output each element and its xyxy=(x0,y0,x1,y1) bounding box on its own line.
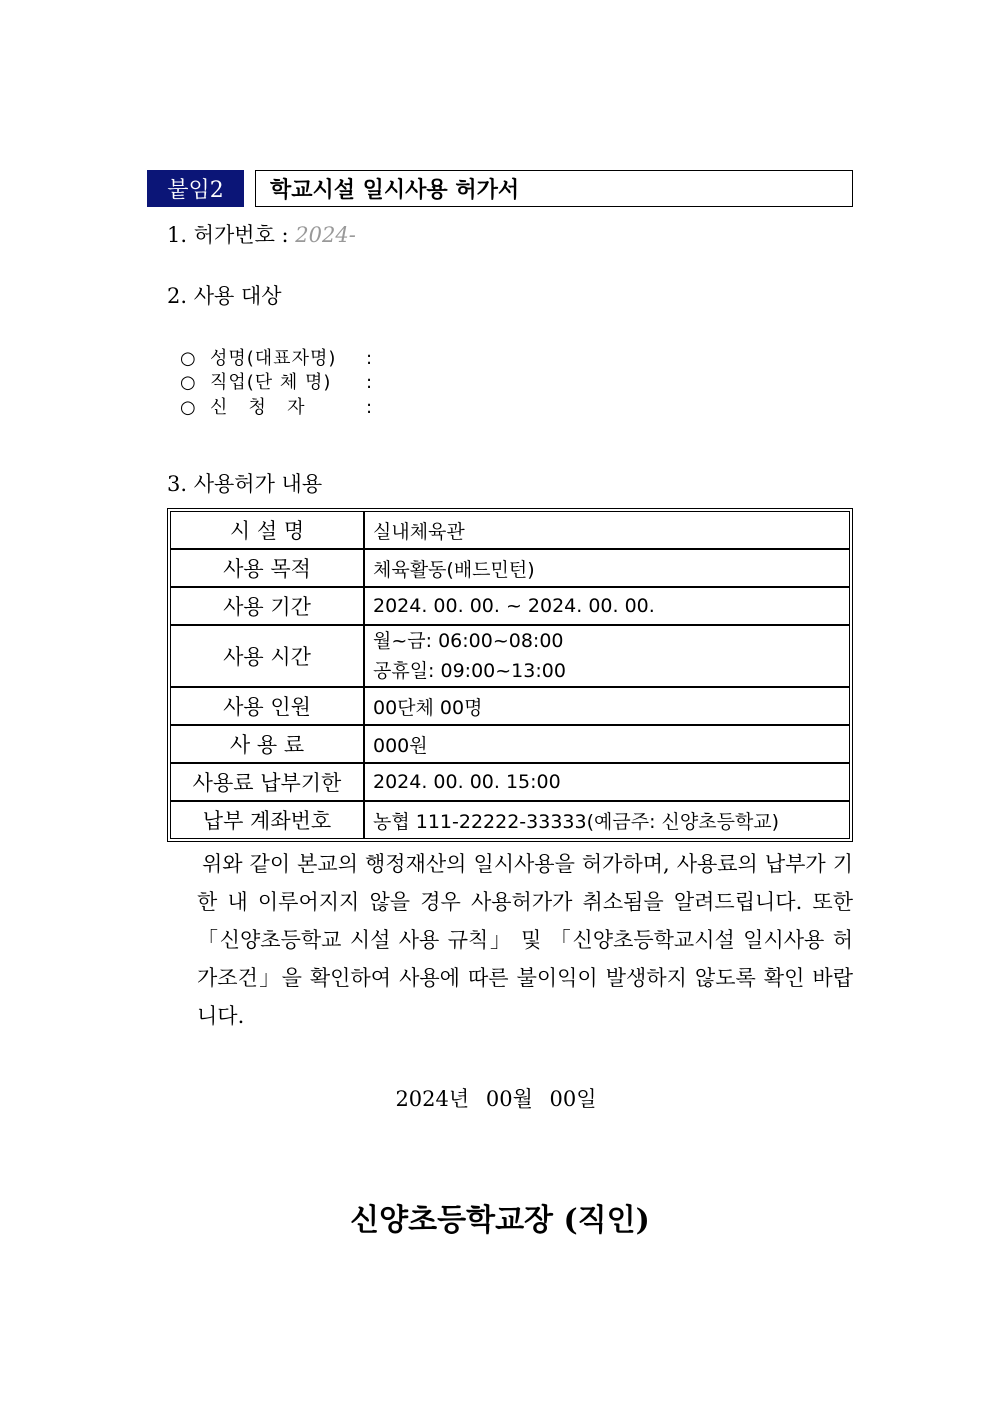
table-value: 000원 xyxy=(364,725,850,763)
applicant-colon: : xyxy=(366,397,373,418)
table-row xyxy=(170,687,850,725)
table-value: 2024. 00. 00. 15:00 xyxy=(364,763,850,801)
bullet-icon: ○ xyxy=(180,397,196,418)
applicant-label: 신 청 자 xyxy=(210,397,306,418)
applicant-row xyxy=(180,393,372,419)
bullet-icon: ○ xyxy=(180,348,196,369)
permit-number xyxy=(167,219,356,249)
table-row xyxy=(170,625,850,687)
applicant-row xyxy=(180,368,372,394)
table-row xyxy=(170,801,850,839)
weekday-hours: 월~금: 06:00~08:00 xyxy=(373,630,564,652)
table-value: 농협 111-22222-33333(예금주: 신양초등학교) xyxy=(364,801,850,839)
issue-date: 2024년 00월 00일 xyxy=(395,1087,597,1111)
section-usage-target: 2. 사용 대상 xyxy=(167,284,282,308)
applicant-label: 직업(단 체 명) xyxy=(210,372,332,393)
table-key: 사용 기간 xyxy=(170,587,364,625)
principal-signature: 신양초등학교장 (직인) xyxy=(350,1203,650,1238)
notice-paragraph: 위와 같이 본교의 행정재산의 일시사용을 허가하며, 사용료의 납부가 기한 내 이루어지지 않을 경우 사용허가가 취소됨을 알려드립니다. 또한 「신양초등학교 시설 사용 규칙」 및 「신양초등학교시설 일시사용 허가조건」을 확인하여 사용에 따른 불이익이 발생하지 않도록 확인 바랍니다. xyxy=(197,852,853,1028)
applicant-colon: : xyxy=(366,372,373,393)
table-key: 사 용 료 xyxy=(170,725,364,763)
table-row xyxy=(170,511,850,549)
applicant-colon: : xyxy=(366,348,373,369)
table-row xyxy=(170,725,850,763)
permit-number-label: 1. 허가번호 : xyxy=(167,223,296,247)
table-row xyxy=(170,549,850,587)
table-row xyxy=(170,587,850,625)
document-title: 학교시설 일시사용 허가서 xyxy=(255,170,853,207)
table-key: 사용 목적 xyxy=(170,549,364,587)
document-header xyxy=(147,170,853,207)
holiday-hours: 공휴일: 09:00~13:00 xyxy=(373,660,566,682)
table-value xyxy=(364,625,850,687)
table-value: 체육활동(배드민턴) xyxy=(364,549,850,587)
bullet-icon: ○ xyxy=(180,372,196,393)
permit-details-table xyxy=(167,508,853,842)
table-key: 사용 시간 xyxy=(170,625,364,687)
table-key: 사용료 납부기한 xyxy=(170,763,364,801)
table-value: 실내체육관 xyxy=(364,511,850,549)
table-key: 시 설 명 xyxy=(170,511,364,549)
applicant-row xyxy=(180,344,372,370)
table-key: 사용 인원 xyxy=(170,687,364,725)
permit-number-value: 2024- xyxy=(295,223,356,247)
attachment-badge: 붙임2 xyxy=(147,170,244,207)
table-value: 00단체 00명 xyxy=(364,687,850,725)
table-row xyxy=(170,763,850,801)
table-key: 납부 계좌번호 xyxy=(170,801,364,839)
table-value: 2024. 00. 00. ~ 2024. 00. 00. xyxy=(364,587,850,625)
section-permit-details: 3. 사용허가 내용 xyxy=(167,472,323,496)
applicant-label: 성명(대표자명) xyxy=(210,348,337,369)
